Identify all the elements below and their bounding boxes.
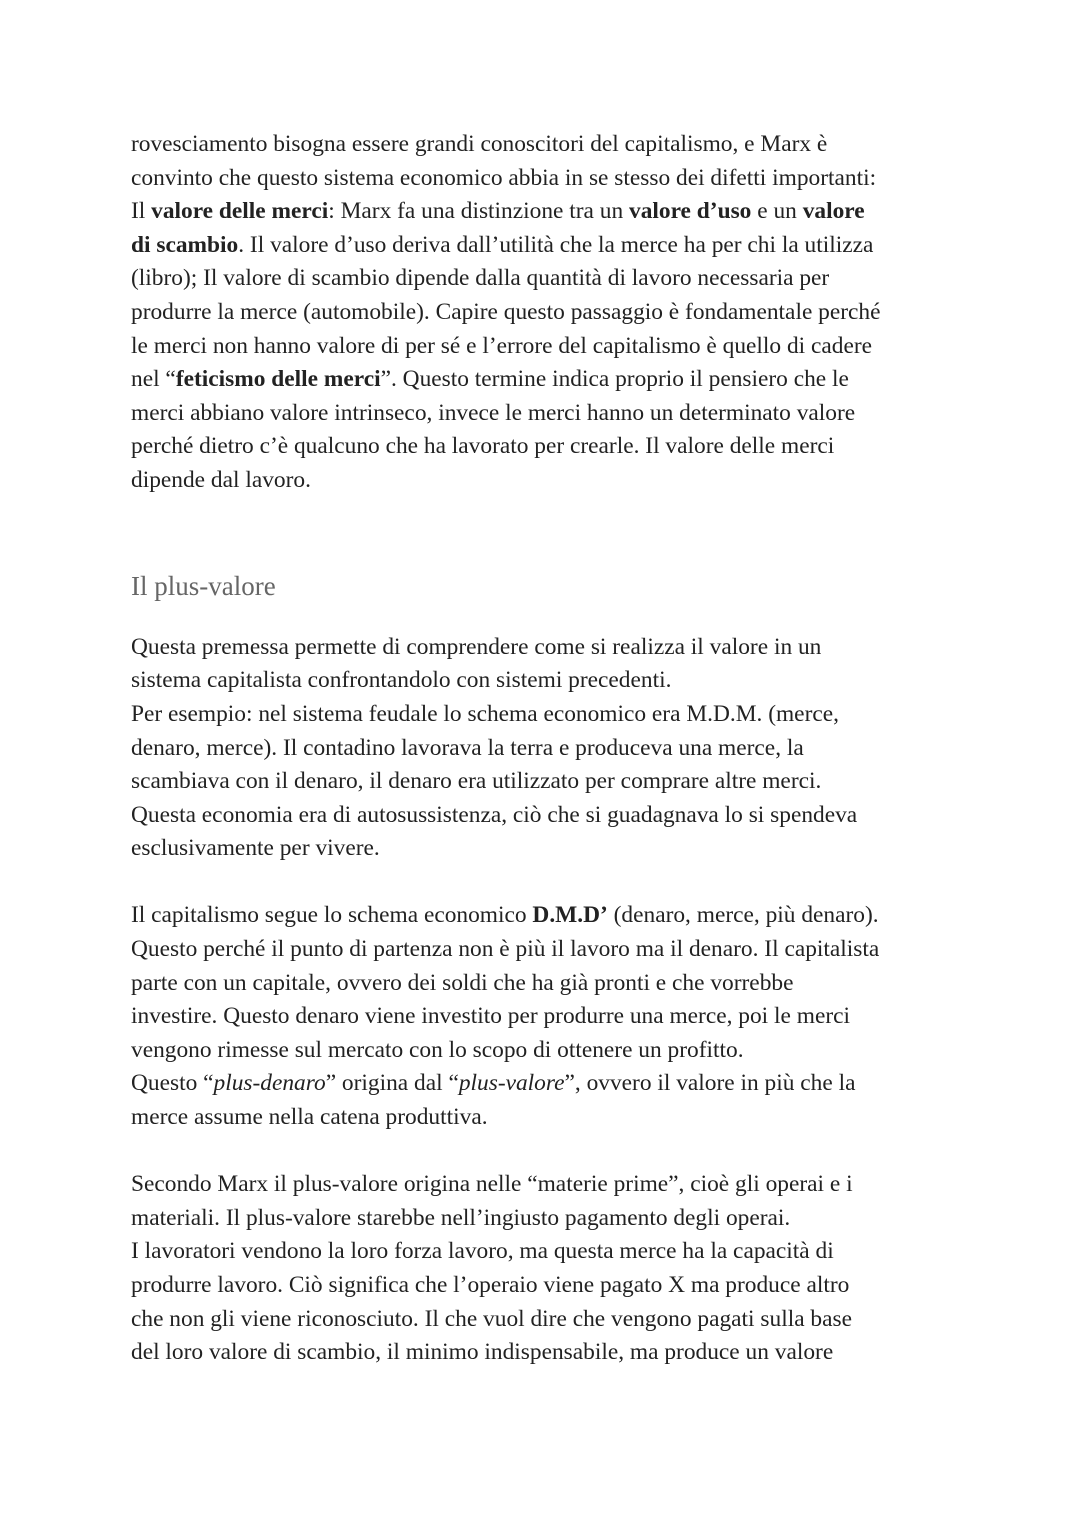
text-line bbox=[131, 1336, 961, 1370]
paragraph-valore-merci bbox=[131, 128, 961, 498]
text-line bbox=[131, 664, 961, 698]
text-run: Il capitalismo segue lo schema economico bbox=[131, 902, 533, 929]
text-run: perché dietro c’è qualcuno che ha lavorato per crearle. Il valore delle merci bbox=[131, 433, 835, 460]
text-line bbox=[131, 1101, 961, 1135]
text-run: parte con un capitale, ovvero dei soldi che ha già pronti e che vorrebbe bbox=[131, 969, 794, 996]
paragraph-plus-valore bbox=[131, 1168, 961, 1370]
document-page bbox=[131, 128, 961, 1370]
text-run: produrre la merce (automobile). Capire questo passaggio è fondamentale perché bbox=[131, 298, 881, 325]
section-heading: Il plus-valore bbox=[131, 570, 276, 601]
text-run: rovesciamento bisogna essere grandi conoscitori del capitalismo, e Marx è bbox=[131, 131, 828, 157]
text-line bbox=[131, 1067, 961, 1101]
text-line bbox=[131, 1269, 961, 1303]
text-line bbox=[131, 363, 961, 397]
text-line bbox=[131, 430, 961, 464]
text-run: Per esempio: nel sistema feudale lo schema economico era M.D.M. (merce, bbox=[131, 700, 839, 727]
text-run: materiali. Il plus-valore starebbe nell’ingiusto pagamento degli operai. bbox=[131, 1204, 791, 1231]
text-line bbox=[131, 1303, 961, 1337]
text-run: . Il valore d’uso deriva dall’utilità che la merce ha per chi la utilizza bbox=[238, 231, 874, 258]
spacer bbox=[131, 498, 961, 532]
text-line bbox=[131, 1235, 961, 1269]
paragraph-capitalismo bbox=[131, 899, 961, 1134]
bold-text: valore d’uso bbox=[629, 198, 752, 225]
text-run: ”, ovvero il valore in più che la bbox=[564, 1070, 856, 1097]
text-run: merce assume nella catena produttiva. bbox=[131, 1104, 488, 1131]
bold-text: valore delle merci bbox=[151, 198, 329, 225]
text-line bbox=[131, 229, 961, 263]
text-run: Questo “ bbox=[131, 1070, 214, 1097]
text-run: produrre lavoro. Ciò significa che l’operaio viene pagato X ma produce altro bbox=[131, 1272, 850, 1298]
text-run: investire. Questo denaro viene investito per produrre una merce, poi le merci bbox=[131, 1003, 850, 1030]
text-run: che non gli viene riconosciuto. Il che vuol dire che vengono pagati sulla base bbox=[131, 1305, 852, 1332]
text-run: : Marx fa una distinzione tra un bbox=[328, 198, 629, 225]
italic-text: plus-denaro bbox=[213, 1070, 326, 1097]
text-line bbox=[131, 631, 961, 665]
text-line bbox=[131, 162, 961, 196]
text-line bbox=[131, 464, 961, 498]
text-line bbox=[131, 128, 961, 162]
text-run: ” origina dal “ bbox=[325, 1070, 459, 1097]
text-run: e un bbox=[751, 198, 803, 225]
text-run: Questa economia era di autosussistenza, ciò che si guadagnava lo si spendeva bbox=[131, 801, 858, 828]
text-line bbox=[131, 1034, 961, 1068]
text-run: Il bbox=[131, 198, 152, 225]
bold-text: di scambio bbox=[131, 231, 239, 258]
text-line bbox=[131, 832, 961, 866]
text-run: scambiava con il denaro, il denaro era utilizzato per comprare altre merci. bbox=[131, 768, 822, 795]
text-line bbox=[131, 397, 961, 431]
text-line bbox=[131, 899, 961, 933]
text-run: Secondo Marx il plus-valore origina nelle “materie prime”, cioè gli operai e i bbox=[131, 1171, 853, 1198]
spacer bbox=[131, 531, 961, 565]
text-line bbox=[131, 195, 961, 229]
text-run: convinto che questo sistema economico abbia in se stesso dei difetti importanti: bbox=[131, 164, 877, 191]
text-line bbox=[131, 330, 961, 364]
paragraph-premessa bbox=[131, 631, 961, 866]
text-line bbox=[131, 1202, 961, 1236]
text-line bbox=[131, 1000, 961, 1034]
text-line bbox=[131, 732, 961, 766]
text-run: dipende dal lavoro. bbox=[131, 466, 311, 493]
text-run: le merci non hanno valore di per sé e l’errore del capitalismo è quello di cadere bbox=[131, 332, 873, 359]
text-run: Questo perché il punto di partenza non è più il lavoro ma il denaro. Il capitalista bbox=[131, 936, 880, 963]
text-run: del loro valore di scambio, il minimo indispensabile, ma produce un valore bbox=[131, 1339, 834, 1366]
bold-text: D.M.D’ bbox=[532, 902, 608, 929]
text-run: nel “ bbox=[131, 366, 176, 393]
text-run: vengono rimesse sul mercato con lo scopo di ottenere un profitto. bbox=[131, 1036, 744, 1063]
spacer bbox=[131, 1135, 961, 1169]
text-line bbox=[131, 799, 961, 833]
text-line bbox=[131, 933, 961, 967]
text-run: esclusivamente per vivere. bbox=[131, 835, 380, 862]
text-line bbox=[131, 296, 961, 330]
text-line bbox=[131, 698, 961, 732]
text-run: (libro); Il valore di scambio dipende dalla quantità di lavoro necessaria per bbox=[131, 265, 830, 292]
text-run: (denaro, merce, più denaro). bbox=[607, 902, 879, 929]
text-run: denaro, merce). Il contadino lavorava la terra e produceva una merce, la bbox=[131, 734, 804, 761]
text-run: merci abbiano valore intrinseco, invece le merci hanno un determinato valore bbox=[131, 399, 856, 426]
text-run: Questa premessa permette di comprendere come si realizza il valore in un bbox=[131, 633, 822, 660]
bold-text: valore bbox=[802, 198, 865, 225]
text-line bbox=[131, 262, 961, 296]
bold-text: feticismo delle merci bbox=[175, 366, 381, 393]
text-run: ”. Questo termine indica proprio il pensiero che le bbox=[380, 366, 849, 393]
text-run: sistema capitalista confrontandolo con sistemi precedenti. bbox=[131, 667, 672, 694]
text-line bbox=[131, 1168, 961, 1202]
text-line bbox=[131, 967, 961, 1001]
text-run: I lavoratori vendono la loro forza lavoro, ma questa merce ha la capacità di bbox=[131, 1238, 834, 1265]
italic-text: plus-valore bbox=[458, 1070, 565, 1097]
spacer bbox=[131, 866, 961, 900]
text-line bbox=[131, 765, 961, 799]
